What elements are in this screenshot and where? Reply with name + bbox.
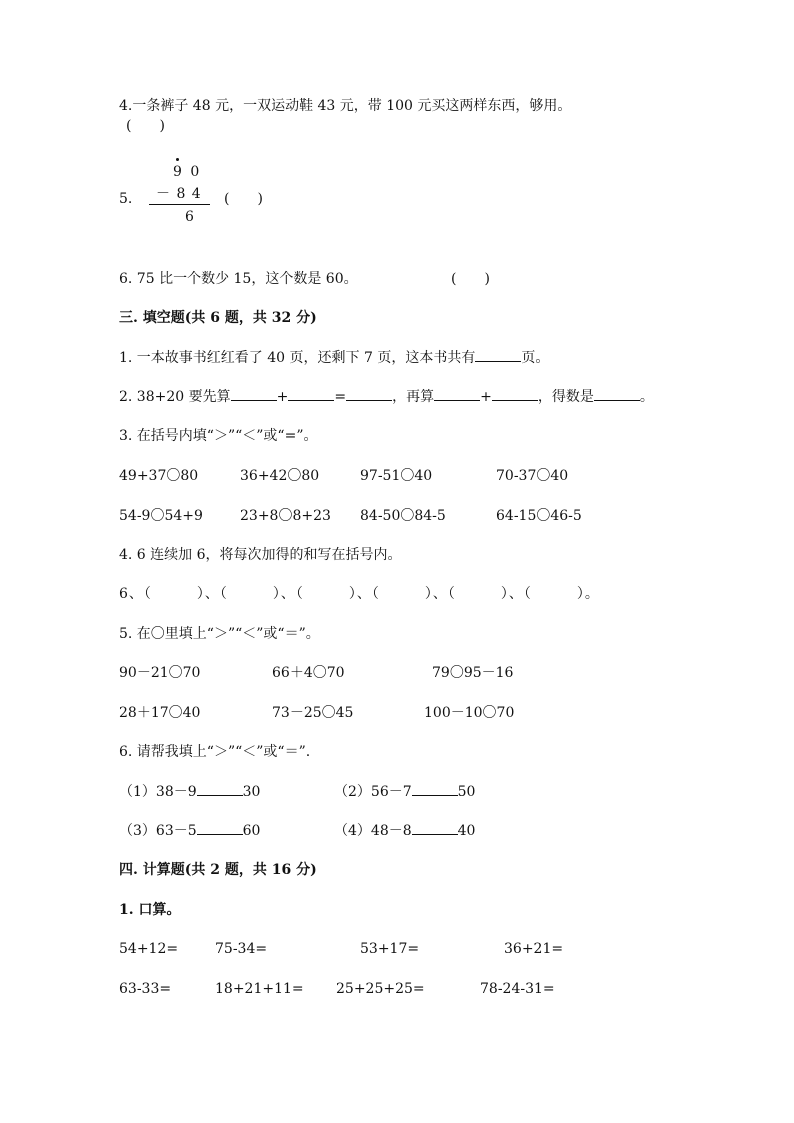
compare-blank-item (119, 783, 260, 801)
compare-expression: （4）48－8 (334, 823, 412, 839)
section-4-heading: 四. 计算题(共 2 题，共 16 分) (119, 862, 317, 878)
compare-item[interactable]: 66＋4〇70 (272, 665, 345, 681)
fill-q2-then: ，再算 (392, 389, 435, 405)
calc-item[interactable]: 78-24-31= (480, 981, 555, 997)
compare-expression: （3）63－5 (119, 823, 197, 839)
compare-item[interactable]: 54-9〇54+9 (119, 508, 203, 524)
compare-expression: （1）38－9 (119, 784, 197, 800)
compare-item[interactable]: 79〇95－16 (432, 665, 514, 681)
judgment-q5-answer-paren[interactable]: ( ) (224, 191, 263, 207)
compare-item[interactable]: 84-50〇84-5 (360, 508, 446, 524)
calc-item[interactable]: 18+21+11= (215, 981, 304, 997)
fill-q6-title: 6. 请帮我填上“＞”“＜”或“＝”. (119, 744, 311, 760)
fill-q4-title: 4. 6 连续加 6，将每次加得的和写在括号内。 (119, 547, 402, 563)
judgment-q6-text: 6. 75 比一个数少 15，这个数是 60。 (119, 271, 358, 287)
compare-value: 60 (242, 823, 261, 839)
fill-q3-title: 3. 在括号内填“＞”“＜”或“=”。 (119, 428, 318, 444)
plus-sign: + (480, 389, 492, 405)
subtraction-line (149, 204, 210, 205)
fill-q1-text: 1. 一本故事书红红看了 40 页，还剩下 7 页，这本书共有 (119, 350, 476, 366)
q5-subtrahend: － 8 4 (156, 186, 202, 202)
carry-dot (176, 158, 179, 161)
calc-item[interactable]: 53+17= (360, 941, 420, 957)
plus-sign: + (276, 389, 289, 405)
calc-q1-title: 1. 口算。 (119, 902, 181, 918)
calc-item[interactable]: 54+12= (119, 941, 179, 957)
answer-blank[interactable] (492, 388, 538, 401)
compare-item[interactable]: 70-37〇40 (496, 468, 569, 484)
fill-q2-text: 2. 38+20 要先算 (119, 389, 231, 405)
compare-item[interactable]: 97-51〇40 (360, 468, 433, 484)
compare-item[interactable]: 100－10〇70 (424, 705, 515, 721)
fill-q4-sequence[interactable]: 6、（ ）、（ ）、（ ）、（ ）、（ ）、（ ）。 (119, 586, 600, 602)
period: 。 (639, 389, 654, 405)
calc-item[interactable]: 63-33= (119, 981, 172, 997)
q5-result: 6 (185, 209, 194, 225)
answer-blank[interactable] (288, 388, 334, 401)
answer-blank[interactable] (412, 822, 458, 835)
compare-value: 40 (457, 823, 476, 839)
fill-q1-unit: 页。 (521, 350, 550, 366)
judgment-q4-text: 4.一条裤子 48 元，一双运动鞋 43 元，带 100 元买这两样东西，够用。 (119, 98, 572, 114)
answer-blank[interactable] (594, 388, 640, 401)
judgment-q4-answer-paren[interactable]: ( ) (126, 118, 165, 134)
compare-item[interactable]: 28＋17〇40 (119, 705, 201, 721)
compare-item[interactable]: 64-15〇46-5 (496, 508, 582, 524)
compare-blank-item (334, 822, 475, 840)
answer-blank[interactable] (197, 822, 243, 835)
answer-blank[interactable] (412, 783, 458, 796)
q5-minuend: 9 0 (173, 164, 202, 180)
section-3-heading: 三. 填空题(共 6 题，共 32 分) (119, 310, 317, 326)
answer-blank[interactable] (231, 388, 277, 401)
compare-blank-item (334, 783, 475, 801)
compare-blank-item (119, 822, 260, 840)
compare-expression: （2）56－7 (334, 784, 412, 800)
compare-item[interactable]: 73－25〇45 (272, 705, 354, 721)
answer-blank[interactable] (434, 388, 480, 401)
fill-q2 (119, 388, 654, 406)
compare-item[interactable]: 23+8〇8+23 (240, 508, 331, 524)
calc-item[interactable]: 25+25+25= (336, 981, 425, 997)
judgment-q5-label: 5. (119, 191, 133, 207)
compare-item[interactable]: 90－21〇70 (119, 665, 201, 681)
fill-q1 (119, 349, 549, 367)
answer-blank[interactable] (197, 783, 243, 796)
answer-blank[interactable] (346, 388, 392, 401)
calc-item[interactable]: 75-34= (215, 941, 268, 957)
compare-item[interactable]: 49+37〇80 (119, 468, 199, 484)
calc-item[interactable]: 36+21= (504, 941, 564, 957)
compare-item[interactable]: 36+42〇80 (240, 468, 320, 484)
compare-value: 50 (457, 784, 476, 800)
fill-q2-result-label: ，得数是 (537, 389, 594, 405)
answer-blank[interactable] (475, 349, 521, 362)
compare-value: 30 (242, 784, 261, 800)
judgment-q6-answer-paren[interactable]: ( ) (451, 271, 490, 287)
fill-q5-title: 5. 在〇里填上“＞”“＜”或“＝”。 (119, 626, 320, 642)
equals-sign: = (334, 389, 347, 405)
